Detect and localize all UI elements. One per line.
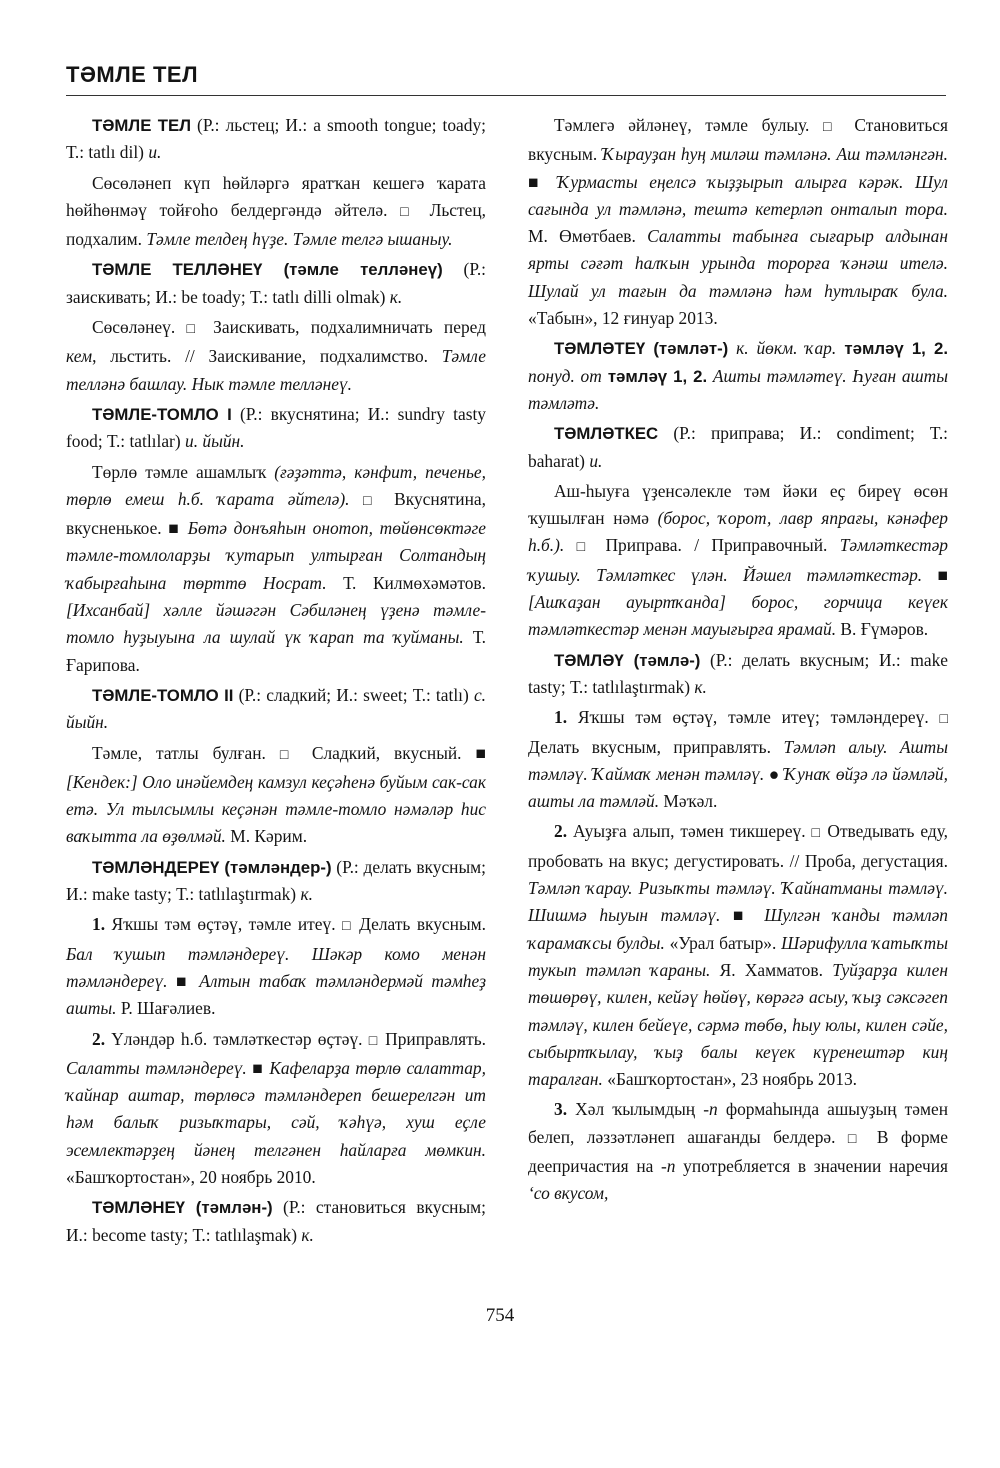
left-column	[66, 112, 486, 1252]
definition-text: формаһында ашыуҙың тәмен белеп, ләззәтләнеп ашағанды белдерә.	[528, 1099, 948, 1147]
russian-gloss: Приправлять.	[379, 1028, 486, 1049]
example: Тәмле телләнә башлау. Нык тәмле телләнеү.	[66, 346, 486, 394]
header-rule	[66, 95, 946, 96]
page-number: 754	[485, 1305, 515, 1326]
russian-gloss: Отведывать еду, пробовать на вкус; дегустировать. // Проба, дегустация.	[528, 821, 948, 871]
quote-author: «Башҡортостан», 23 ноябрь 2013.	[602, 1069, 857, 1090]
headword: ТӘМЛЕ-ТОМЛО I	[92, 404, 232, 424]
quotation: [Ашҡаҙан ауыртҡанда] борос, горчица кеүек тәмләткестәр менән мауығырға ярамай.	[528, 592, 948, 640]
quote-author: В. Ғүмәров.	[836, 619, 929, 640]
quote-marker: ■	[168, 518, 182, 539]
part-of-speech: к.	[694, 676, 707, 697]
definition-text: Сөсөләнеү.	[92, 317, 187, 338]
definition-text: Яҡшы тәм өҫтәү, тәмле итеү; тәмләндереү.	[567, 707, 940, 728]
translations: (Р.: льстец; И.: a smooth tongue; toady; Т.: tatlı dil)	[66, 115, 486, 163]
quote-author: Т. Ғарипова.	[66, 627, 486, 675]
translations: (Р.: делать вкусным; И.: make tasty; Т.: tatlılaştırmak)	[66, 856, 486, 905]
russian-gloss: Льстец, подхалим.	[66, 199, 486, 250]
quote-marker: ■	[475, 742, 486, 763]
quote-author: Я. Хамматов.	[710, 959, 833, 980]
translation-marker: □	[939, 712, 948, 728]
entry-heading	[66, 682, 486, 737]
cross-reference: тәмләү 1, 2.	[836, 339, 949, 359]
entry-heading	[66, 1194, 486, 1249]
part-of-speech: и.	[589, 450, 603, 471]
russian-gloss: Заискивать, подхалимничать перед	[201, 317, 486, 338]
quotation: [Ихсанбай] хәлле йәшәгән Сәбиләнең үҙенә тәмле-томло һуҙыуына ла шулай үк ҡарап та ҡуйманы.	[66, 600, 486, 648]
headword-stem: (тәмләт-)	[645, 339, 729, 359]
example: Тәмләп ҡарау. Ризыҡты тәмләү. Ҡайнатманы тәмләү. Шишмә һыуын тәмләү.	[528, 878, 948, 926]
translation-marker: □	[400, 204, 417, 220]
russian-gloss: Приправа. / Приправочный.	[593, 535, 840, 556]
definition-text: Аш-һыуға үҙенсәлекле тәм йәки еҫ биреү өсөн ҡушылған нәмә	[528, 480, 948, 529]
example: Бал ҡушып тәмләндереү. Шәкәр комо менән тәмләндереү.	[66, 943, 486, 991]
russian-gloss: В форме деепричастия на	[528, 1126, 948, 1176]
gloss-phrase: ‘со вкусом,	[528, 1183, 609, 1204]
quote-marker: ■	[937, 564, 948, 585]
sense-1	[528, 704, 948, 815]
translation-marker: □	[186, 322, 202, 338]
sense-3	[528, 1096, 948, 1207]
quotation: Туйҙарҙа килен төшөрөү, килен, кейәү һөйөү, көрәгә асыу, ҡыҙ сәксәгеп тәмләү, килен бейеүе, сәрмә төбө, һыу юлы, килен сәйе, сыбыртҡылау, ҡыҙ балы кеүек күренештәр киң таралған.	[528, 959, 948, 1090]
proverb: Ҡунаҡ өйҙә лә йәмләй, ашты ла тәмләй.	[528, 763, 948, 812]
quote-marker: ■	[176, 970, 191, 991]
quote-marker: ■	[252, 1057, 264, 1078]
definition-note: (ғәҙәттә, кәнфит, печенье, төрлө емеш һ.б. ҡарата әйтелә).	[66, 461, 486, 509]
italic-word: кем	[66, 346, 93, 367]
translation-marker: □	[279, 747, 298, 763]
quotation: Алтын табаҡ тәмләндермәй тәмһеҙ ашты.	[66, 970, 486, 1019]
russian-gloss: Становиться вкусным.	[528, 115, 948, 165]
quote-marker: ■	[528, 171, 546, 192]
translations: (Р.: делать вкусным; И.: make tasty; Т.: tatlılaştırmak)	[528, 649, 948, 697]
right-column	[528, 112, 948, 1211]
headword-stem: (тәмлә-)	[623, 650, 701, 670]
quotation: Шәрифулла ҡатыҡты тукып тәмләп ҡараны.	[528, 932, 948, 980]
entry-heading	[528, 647, 948, 702]
definition-text: Ауыҙға алып, тәмен тикшереү.	[567, 821, 812, 842]
entry-heading	[66, 256, 486, 311]
definition-text: Яҡшы тәм өҫтәү, тәмле итеү.	[105, 914, 343, 935]
sense-number: 2.	[554, 821, 568, 842]
russian-gloss: употребляется в значении наречия	[675, 1155, 949, 1176]
headword: ТӘМЛӘТКЕС	[554, 424, 659, 444]
sense-2	[528, 818, 948, 1093]
quote-author: «Табын», 12 ғинуар 2013.	[528, 308, 718, 329]
entry-definition	[66, 459, 486, 679]
russian-gloss-cont: , льстить. // Заискивание, подхалимство.	[92, 346, 442, 367]
definition-text: Хәл ҡылымдың	[567, 1099, 704, 1120]
part-of-speech: к.	[301, 1224, 314, 1245]
headword: ТӘМЛӘНЕҮ	[92, 1198, 186, 1218]
translation-marker: □	[847, 1131, 865, 1147]
definition-text: Тәмлегә әйләнеү, тәмле булыу.	[554, 115, 823, 135]
quotation: Салатты табынға сығарыр алдынан ярты сәғәт һалҡын урында торорға ҡәнәш ителә. Шулай ул тағын да тәмләнә һәм һутлыраҡ була.	[528, 226, 948, 301]
definition-text: Үләндәр һ.б. тәмләткестәр өҫтәү.	[105, 1028, 369, 1049]
headword-stem: (тәмлән-)	[185, 1198, 273, 1218]
entry-heading	[528, 335, 948, 417]
translation-marker: □	[342, 919, 353, 935]
russian-gloss: Сладкий, вкусный.	[297, 742, 476, 763]
quote-marker: ■	[732, 905, 752, 926]
cross-reference: тәмләү 1, 2.	[601, 366, 708, 386]
quote-author: «Башҡортостан», 20 ноябрь 2010.	[66, 1166, 316, 1187]
proverb-marker: ●	[768, 763, 780, 784]
headword: ТӘМЛЕ ТЕЛ	[92, 116, 191, 135]
quote-author: Мәҡәл.	[659, 791, 718, 812]
example: Тәмле телдең һүҙе. Тәмле телгә ышаныу.	[146, 229, 453, 250]
quotation: Шулгән ҡанды тәмләп ҡарамаҡсы булды.	[528, 905, 949, 953]
sense-number: 1.	[92, 914, 106, 935]
italic-suffix: -п	[661, 1155, 676, 1176]
quote-author: Р. Шағәлиев.	[116, 998, 216, 1019]
translation-marker: □	[823, 120, 841, 135]
entry-definition	[66, 170, 486, 254]
part-of-speech: к.	[300, 884, 313, 905]
translation-marker: □	[363, 493, 381, 509]
example: Тәмләп алыу. Ашты тәмләү. Ҡаймаҡ менән тәмләү.	[528, 736, 949, 784]
quotation: Кафеларҙа төрлө салаттар, ҡайнар аштар, төрлөсә тәмләндереп бешерелгән ит һәм балыҡ ризыҡтары, сәй, ҡәһүә, хуш еҫле эсемлектәрҙең йәнең телгәнен һайларға мөмкин.	[66, 1057, 486, 1160]
quote-author: Т. Килмөхәмәтов.	[326, 572, 486, 593]
sense-number: 1.	[554, 707, 568, 728]
italic-suffix: -п	[703, 1099, 718, 1120]
definition-text: Сөсөләнеп күп һөйләргә яратҡан кешегә ҡарата һөйһөнмәү тойғоһо белдергәндә әйтелә.	[66, 172, 486, 220]
russian-gloss: Делать вкусным, приправлять.	[528, 736, 784, 757]
entry-definition	[66, 740, 486, 851]
entry-heading	[66, 401, 486, 456]
entry-heading	[66, 854, 486, 909]
sense-1	[66, 911, 486, 1022]
example: Тәмләткестәр ҡушыу. Тәмләткес үлән. Йәшел тәмләткестәр.	[528, 535, 948, 585]
headword: ТӘМЛЕ ТЕЛЛӘНЕҮ	[92, 260, 263, 280]
part-of-speech: к. йөкм. ҡар.	[728, 338, 837, 359]
definition-text: Тәмле, татлы булған.	[92, 742, 280, 763]
headword-stem: (тәмле телләнеү)	[262, 260, 443, 280]
quotation: Бөтә донъяһын онотоп, төйөнсөктәге тәмле-томлоларҙы ҡутарып ултырған Солтандың ҡабырғаһына төрттө Носрат.	[66, 518, 487, 593]
part-of-speech: и. йыйн.	[185, 431, 245, 452]
headword: ТӘМЛӘҮ	[554, 650, 624, 670]
definition-note: (борос, ҡорот, лавр япрағы, кәнәфер һ.б.).	[528, 508, 948, 556]
part-of-speech: и.	[148, 142, 162, 163]
entry-definition	[66, 314, 486, 398]
part-of-speech: к.	[389, 286, 403, 307]
headword: ТӘМЛЕ-ТОМЛО II	[92, 685, 234, 705]
translation-marker: □	[576, 540, 594, 556]
translations: (Р.: вкуснятина; И.: sundry tasty food; Т.: tatlılar)	[66, 403, 486, 452]
entry-heading	[66, 112, 486, 167]
definition-text: Төрлө тәмле ашамлыҡ	[92, 461, 275, 482]
entry-definition	[528, 112, 948, 332]
translations: (Р.: становиться вкусным; И.: become tasty; Т.: tatlılaşmak)	[66, 1197, 486, 1245]
part-of-speech: понуд. от	[528, 365, 602, 386]
translations: (Р.: приправа; И.: condiment; Т.: baharat)	[528, 423, 948, 471]
quote-author: М. Өмөтбаев.	[528, 226, 648, 247]
sense-2	[66, 1026, 486, 1192]
russian-gloss: Делать вкусным.	[352, 914, 486, 935]
sense-number: 3.	[554, 1099, 568, 1120]
running-head: ТӘМЛЕ ТЕЛ	[66, 62, 199, 87]
translation-marker: □	[811, 826, 822, 842]
russian-gloss: Вкуснятина, вкусненькое.	[66, 488, 486, 539]
entry-heading	[528, 420, 948, 475]
entry-definition	[528, 478, 948, 644]
translation-marker: □	[368, 1033, 379, 1049]
translations: (Р.: заискивать; И.: be toady; Т.: tatlı dilli olmak)	[66, 259, 486, 307]
translations: (Р.: сладкий; И.: sweet; Т.: tatlı)	[233, 684, 474, 705]
quotation: Ҡурмасты еңелсә ҡыҙҙырып алырға кәрәк. Шул сағында ул тәмләнә, тештә кетерләп онталып тора.	[528, 171, 948, 219]
example: Салатты тәмләндереү.	[66, 1057, 247, 1078]
quote-author: М. Кәрим.	[225, 826, 308, 847]
example: Ҡырауҙан һуң миләш тәмләнә. Аш тәмләнгән.	[602, 144, 948, 165]
headword: ТӘМЛӘНДЕРЕҮ	[92, 857, 220, 877]
example: Ашты тәмләтеү. Һуған ашты тәмләтә.	[528, 365, 948, 413]
quote-author: «Урал батыр».	[664, 932, 782, 953]
part-of-speech: с. йыйн.	[66, 684, 487, 733]
sense-number: 2.	[92, 1028, 106, 1049]
headword-stem: (тәмләндер-)	[219, 857, 332, 877]
quotation: [Кендек:] Оло инәйемдең камзул кеҫәһенә буйым сак-сак етә. Ул тылсымлы кеҫәнән тәмле-томло нәмәләр һис ваҡытта ла өҙөлмәй.	[66, 771, 486, 847]
headword: ТӘМЛӘТЕҮ	[554, 339, 646, 359]
